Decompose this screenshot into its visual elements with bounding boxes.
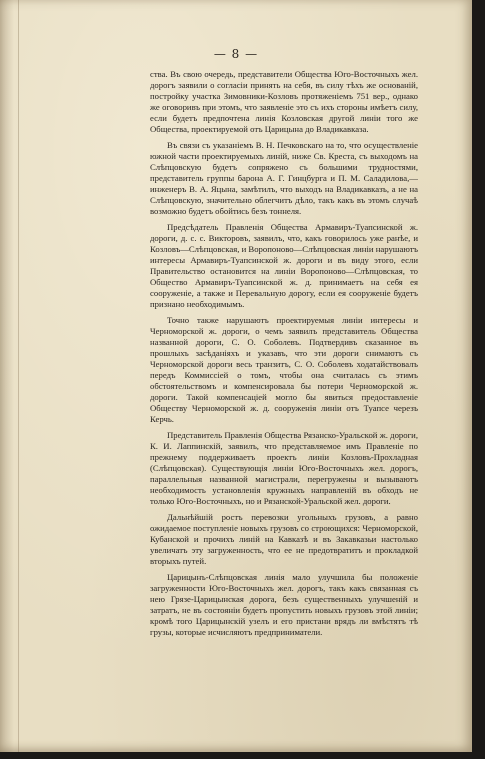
paragraph: ства. Въ свою очередь, представители Общества Юго-Восточныхъ жел. дорогъ заявили о согласiи принять на себя, въ силу тѣхъ же основанiй, постройку участка Зимовники-Козловъ протяженiемъ 751 вер., однако же оговоривъ при этомъ, что заявленiе это съ ихъ стороны имѣетъ силу, если будетъ предпочтена линiя Козловская другой линiи того же Общества, проектируемой отъ Царицына до Владикавказа. — [150, 69, 418, 135]
body-text — [150, 69, 418, 642]
binding-edge — [18, 0, 19, 752]
paragraph: Дальнѣйшiй ростъ перевозки угольныхъ грузовъ, а равно ожидаемое поступленiе новыхъ грузовъ со строющихся: Черноморской, Кубанской и прочихъ линiй на Кавказѣ и въ Закавказьи настолько увеличатъ эту загруженность, что ее не предотвратитъ и прокладкой вторыхъ путей. — [150, 511, 418, 566]
paragraph: Предсѣдатель Правленiя Общества Армавиръ-Туапсинской ж. дороги, д. с. с. Викторовъ, заявилъ, что, какъ говорилось уже ранѣе, и Козловъ—Слѣпцовская, и Воропоново—Слѣпцовская линiи нарушаютъ интересы Армавиръ-Туапсинской ж. дороги и въ виду этого, если Правительство остановится на линiи Воропоново—Слѣпцовская, то Общество Армавиръ-Туапсинской ж. д. принимаетъ на себя ея сооруженiе, а также и Перевальную дорогу, если ея сооруженiе будетъ признано необходимымъ. — [150, 221, 418, 310]
paragraph: Царицынъ-Слѣпцовская линiя мало улучшила бы положенiе загруженности Юго-Восточныхъ жел. дорогъ, такъ какъ связанная съ нею Грязе-Царицынская дорога, безъ существенныхъ улучшенiй и затратъ, не въ состоянiи будетъ пропустить новыхъ грузовъ этой линiи; кромѣ того Царицынскiй узелъ и его пристани врядъ ли вмѣстятъ тѣ грузы, которые исчисляютъ предприниматели. — [150, 571, 418, 637]
paragraph: Въ связи съ указанiемъ В. Н. Печковскаго на то, что осуществленiе южной части проектируемыхъ линiй, ниже Св. Креста, съ выходомъ на Слѣпцовскую будетъ сопряжено съ большими трудностями, представитель группы барона А. Г. Гинцбурга и П. М. Саладилова,—инженеръ В. А. Яцына, замѣтилъ, что выходъ на Владикавказъ, а не на Слѣпцовскую, значительно облегчитъ дѣло, такъ какъ въ этомъ случаѣ возможно будетъ обойтись безъ тоннеля. — [150, 139, 418, 217]
paragraph: Представитель Правленiя Общества Рязанско-Уральской ж. дороги, К. И. Лаппинскiй, заявилъ, что представляемое имъ Правленiе по прежнему поддерживаетъ проектъ линiи Козловъ-Прохладная (Слѣпцовская). Существующiя линiи Юго-Восточныхъ жел. дорогъ, параллельныя названной магистрали, перегружены и вызываютъ необходимость установленiя кружныхъ направленiй въ обходъ не только Юго-Восточныхъ, но и Рязанской-Уральской жел. дороги. — [150, 429, 418, 507]
paragraph: Точно также нарушаютъ проектируемыя линiи интересы и Черноморской ж. дороги, о чемъ заявилъ представитель Общества названной дороги, С. О. Соболевъ. Подтвердивъ сказанное въ прошлыхъ засѣданiяхъ и указавъ, что эти дороги снимаютъ съ Черноморской дороги весь транзитъ, С. О. Соболевъ ходатайствовалъ передъ Коммиссiей о томъ, чтобы она считалась съ этимъ обстоятельствомъ и компенсировала бы потери Черноморской ж. дороги. Такой компенсацiей могло бы явиться предоставленiе Обществу Черноморской ж. д. сооруженiя линiи отъ Туапсе черезъ Керчь. — [150, 314, 418, 425]
binding-shadow — [0, 0, 14, 752]
page-number: — 8 — — [213, 47, 259, 61]
